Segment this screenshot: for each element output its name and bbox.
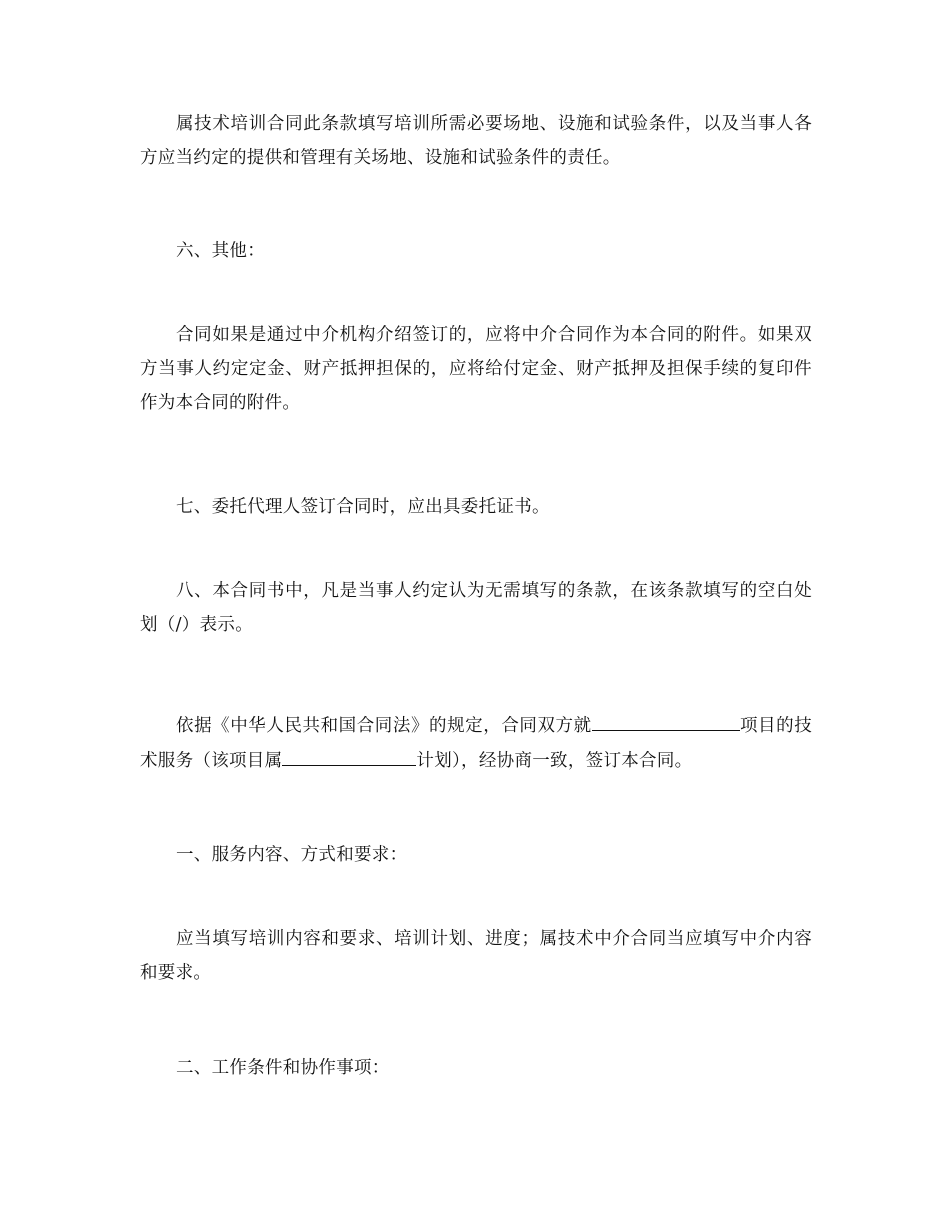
paragraph-intermediary-attachments: 合同如果是通过中介机构介绍签订的，应将中介合同作为本合同的附件。如果双方当事人约定定金、财产抵押担保的，应将给付定金、财产抵押及担保手续的复印件作为本合同的附件。 (140, 325, 812, 413)
contract-basis-text-3: 计划），经协商一致，签订本合同。 (416, 751, 693, 771)
heading-section-one-service-content: 一、服务内容、方式和要求： (176, 845, 408, 865)
paragraph-training-conditions: 属技术培训合同此条款填写培训所需必要场地、设施和试验条件，以及当事人各方应当约定的提供和管理有关场地、设施和试验条件的责任。 (140, 114, 812, 168)
paragraph-section-seven-agent: 七、委托代理人签订合同时，应出具委托证书。 (176, 497, 550, 517)
plan-name-blank[interactable] (282, 743, 416, 766)
project-name-blank[interactable] (592, 708, 740, 731)
paragraph-training-requirements: 应当填写培训内容和要求、培训计划、进度；属技术中介合同当应填写中介内容和要求。 (140, 929, 812, 983)
paragraph-contract-basis (140, 708, 812, 778)
heading-section-two-work-conditions: 二、工作条件和协作事项： (176, 1058, 390, 1078)
paragraph-section-eight-blank-marking: 八、本合同书中，凡是当事人约定认为无需填写的条款，在该条款填写的空白处划（/）表示。 (140, 581, 812, 635)
heading-section-six-other: 六、其他： (176, 241, 265, 261)
contract-basis-text-2: 项目的技术服务（该项目属 (140, 716, 812, 771)
contract-basis-text-1: 依据《中华人民共和国合同法》的规定，合同双方就 (176, 716, 592, 736)
